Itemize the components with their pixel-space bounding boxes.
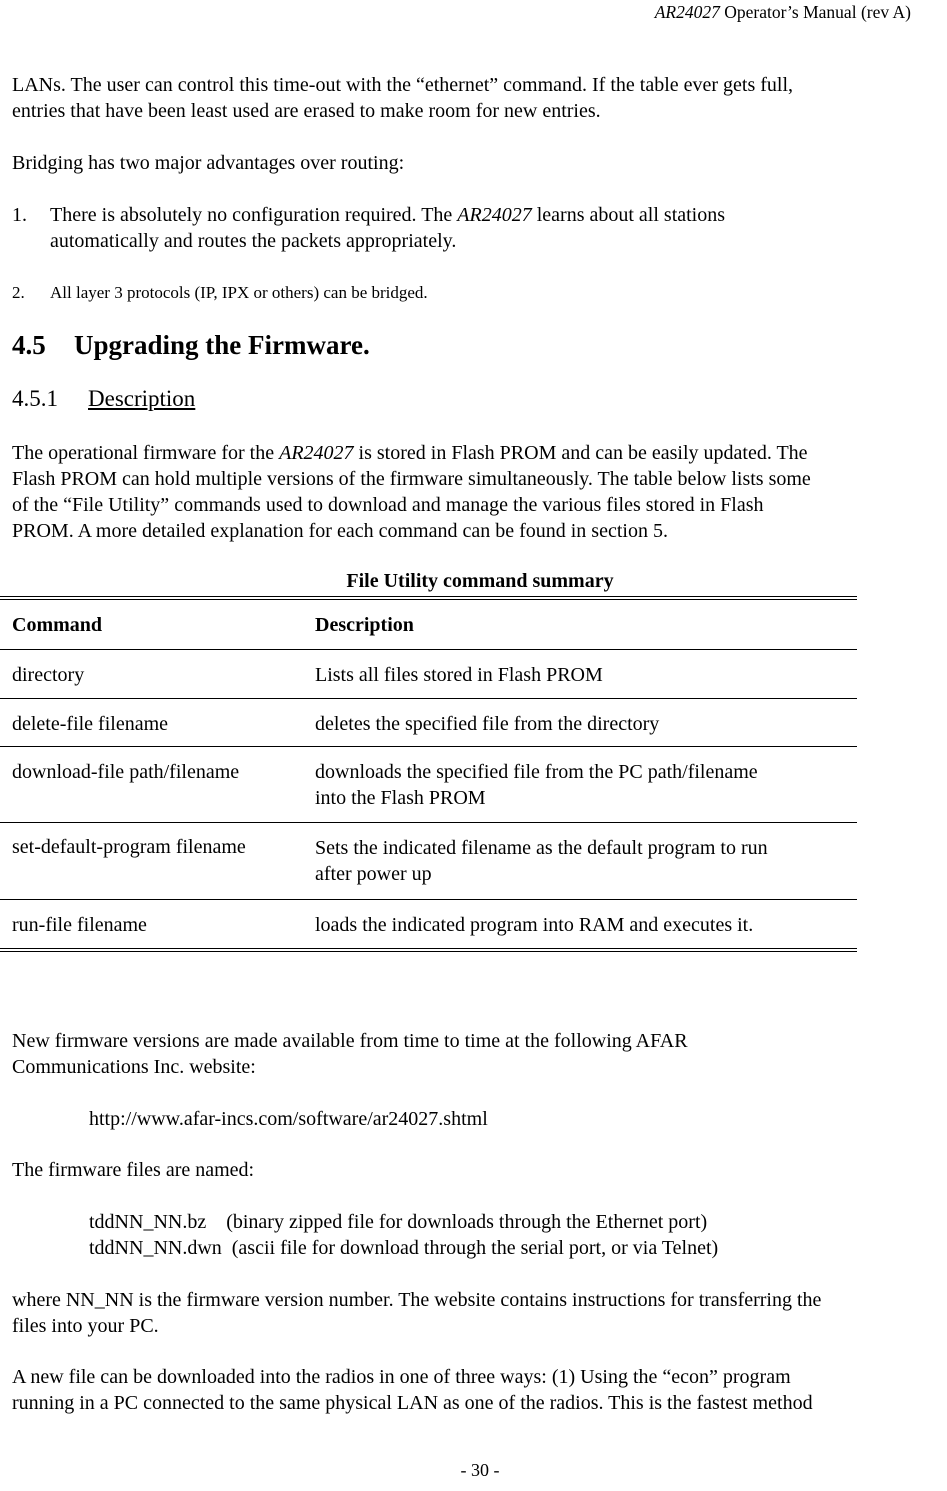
download-ways-line-2: running in a PC connected to the same physical LAN as one of the radios. This is the fastest method: [12, 1392, 813, 1414]
command-cell: download-file path/filename: [12, 761, 240, 783]
bridging-lead: Bridging has two major advantages over routing:: [12, 152, 405, 174]
description-cell-line-2: after power up: [315, 863, 432, 885]
description-cell-line-2: into the Flash PROM: [315, 787, 486, 809]
product-name: AR24027: [279, 442, 354, 464]
section-number: 4.5: [12, 330, 46, 360]
table-rule: [0, 822, 857, 823]
bridging-item-1-line-2: automatically and routes the packets appropriately.: [50, 230, 457, 252]
intro-line-2: entries that have been least used are erased to make room for new entries.: [12, 100, 601, 122]
subsection-heading: [12, 386, 195, 412]
section-heading: [12, 330, 370, 361]
table-rule: [0, 649, 857, 650]
description-cell: Sets the indicated filename as the default program to run: [315, 837, 768, 859]
description-line-3: of the “File Utility” commands used to download and manage the various files stored in Flash: [12, 494, 764, 516]
file-bz: tddNN_NN.bz (binary zipped file for downloads through the Ethernet port): [89, 1211, 708, 1233]
availability-line-1: New firmware versions are made available from time to time at the following AFAR: [12, 1030, 688, 1052]
list-text: All layer 3 protocols (IP, IPX or others) can be bridged.: [50, 283, 428, 302]
subsection-number: 4.5.1: [12, 386, 58, 411]
command-cell: delete-file filename: [12, 713, 169, 735]
intro-line-1: LANs. The user can control this time-out with the “ethernet” command. If the table ever gets full,: [12, 74, 794, 96]
files-lead: The firmware files are named:: [12, 1159, 255, 1181]
table-rule: [0, 698, 857, 699]
table-rule: [0, 951, 857, 952]
command-cell: run-file filename: [12, 914, 147, 936]
description-cell: deletes the specified file from the directory: [315, 713, 660, 735]
header-description: Description: [315, 614, 414, 636]
description-line-4: PROM. A more detailed explanation for each command can be found in section 5.: [12, 520, 668, 542]
header-product: AR24027: [654, 2, 720, 22]
description-cell: loads the indicated program into RAM and executes it.: [315, 914, 754, 936]
running-header: [655, 2, 911, 23]
table-caption: File Utility command summary: [346, 570, 614, 592]
description-line-1: [12, 440, 808, 466]
table-rule: [0, 899, 857, 900]
table-rule: [0, 596, 857, 597]
table-rule: [0, 599, 857, 600]
page-number: - 30 -: [460, 1460, 500, 1480]
command-cell: directory: [12, 664, 85, 686]
bridging-item-1: [12, 202, 725, 228]
description-cell: downloads the specified file from the PC path/filename: [315, 761, 758, 783]
list-number: 2.: [12, 283, 25, 302]
table-rule: [0, 948, 857, 949]
description-line-2: Flash PROM can hold multiple versions of the firmware simultaneously. The table below lists some: [12, 468, 811, 490]
list-number: 1.: [12, 204, 27, 226]
table-rule: [0, 746, 857, 747]
availability-line-2: Communications Inc. website:: [12, 1056, 256, 1078]
subsection-title: Description: [88, 386, 196, 411]
header-title: Operator’s Manual (rev A): [719, 2, 911, 22]
section-title: Upgrading the Firmware.: [74, 330, 370, 360]
file-dwn: tddNN_NN.dwn (ascii file for download through the serial port, or via Telnet): [89, 1237, 719, 1259]
list-text: learns about all stations: [531, 204, 726, 226]
description-cell: Lists all files stored in Flash PROM: [315, 664, 603, 686]
product-name: AR24027: [457, 204, 532, 226]
website-url[interactable]: http://www.afar-incs.com/software/ar24027.shtml: [89, 1108, 488, 1130]
text: is stored in Flash PROM and can be easily updated. The: [353, 442, 808, 464]
version-note-line-1: where NN_NN is the firmware version number. The website contains instructions for transferring the: [12, 1289, 822, 1311]
bridging-item-2: [12, 280, 428, 306]
list-text: There is absolutely no configuration required. The: [50, 204, 458, 226]
text: The operational firmware for the: [12, 442, 280, 464]
version-note-line-2: files into your PC.: [12, 1315, 159, 1337]
download-ways-line-1: A new file can be downloaded into the radios in one of three ways: (1) Using the “econ” program: [12, 1366, 791, 1388]
command-cell: set-default-program filename: [12, 836, 246, 858]
header-command: Command: [12, 614, 103, 636]
